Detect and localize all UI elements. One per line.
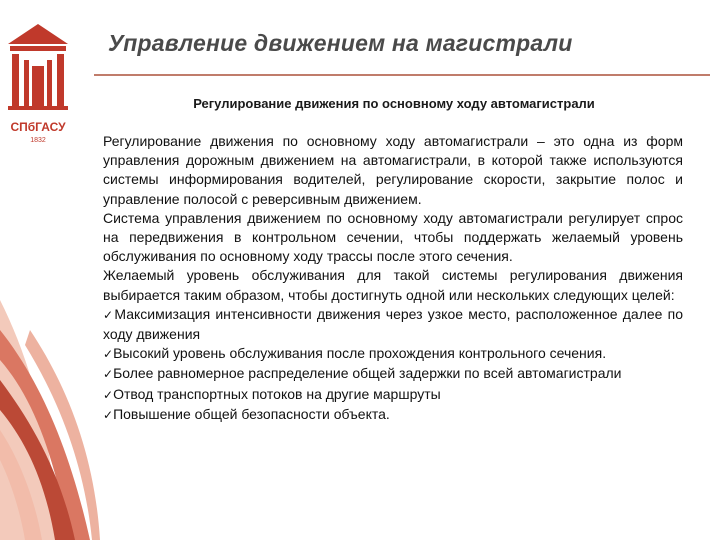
checkmark-icon: ✓ <box>103 367 114 382</box>
list-item: ✓Высокий уровень обслуживания после прохождения контрольного сечения. <box>103 345 607 362</box>
paragraph: Регулирование движения по основному ходу автомагистрали – это одна из форм управления дорожным движением на автомагистрали, в которой также используются системы информирования водителей, регулирование скорости, закрытие полос и управление полосой с реверсивным движением. <box>103 133 683 207</box>
body-text <box>103 132 683 425</box>
section-subtitle: Регулирование движения по основному ходу автомагистрали <box>193 96 595 111</box>
page-title: Управление движением на магистрали <box>108 30 573 56</box>
checkmark-icon: ✓ <box>103 407 114 422</box>
paragraph: Желаемый уровень обслуживания для такой системы регулирования движения выбирается таким образом, чтобы достигнуть одной или нескольких следующих целей: <box>103 267 683 303</box>
logo-year: 1832 <box>30 137 46 144</box>
university-logo <box>2 4 74 144</box>
checkmark-icon: ✓ <box>103 347 114 362</box>
ribbon-shapes <box>0 300 100 540</box>
list-item: ✓Отвод транспортных потоков на другие маршруты <box>103 385 441 402</box>
checkmark-icon: ✓ <box>103 307 115 322</box>
list-item: ✓Более равномерное распределение общей задержки по всей автомагистрали <box>103 365 622 382</box>
paragraph: Система управления движением по основному ходу автомагистрали регулирует спрос на передвижения в контрольном сечении, чтобы поддержать желаемый уровень обслуживания по основному ходу трассы после этого сечения. <box>103 209 683 265</box>
list-item: ✓Максимизация интенсивности движения через узкое место, расположенное далее по ходу движения <box>103 305 684 343</box>
logo-text: СПбГАСУ <box>10 120 66 134</box>
title-divider <box>94 74 710 76</box>
checkmark-icon: ✓ <box>103 387 114 402</box>
list-item: ✓Повышение общей безопасности объекта. <box>103 405 390 422</box>
